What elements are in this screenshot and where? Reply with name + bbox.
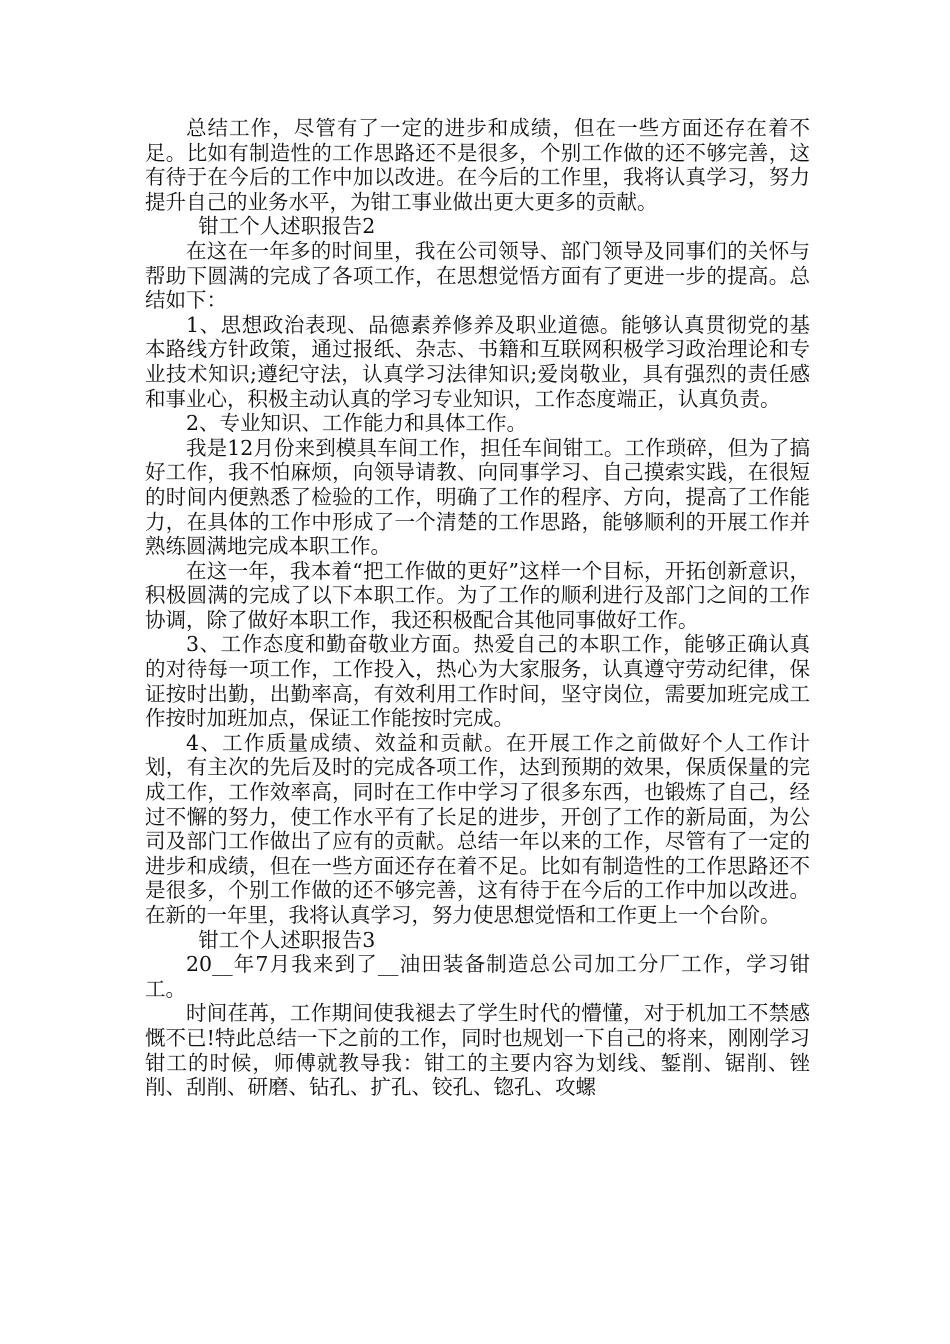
paragraph: 时间荏苒，工作期间使我褪去了学生时代的懵懂，对于机加工不禁感慨不已!特此总结一下之前的工作，同时也规划一下自己的将来，刚刚学习钳工的时候，师傅就教导我：钳工的主要内容为划线、錾削、锯削、锉削、刮削、研磨、钻孔、扩孔、铰孔、锪孔、攻螺 <box>145 1001 810 1100</box>
paragraph: 1、思想政治表现、品德素养修养及职业道德。能够认真贯彻党的基本路线方针政策，通过报纸、杂志、书籍和互联网积极学习政治理论和专业技术知识;遵纪守法，认真学习法律知识;爱岗敬业，具有强烈的责任感和事业心，积极主动认真的学习专业知识，工作态度端正，认真负责。 <box>145 312 810 411</box>
section-heading: 钳工个人述职报告2 <box>198 214 376 239</box>
paragraph: 在这在一年多的时间里，我在公司领导、部门领导及同事们的关怀与帮助下圆满的完成了各项工作，在思想觉悟方面有了更进一步的提高。总结如下： <box>145 238 810 313</box>
paragraph: 我是12月份来到模具车间工作，担任车间钳工。工作琐碎，但为了搞好工作，我不怕麻烦，向领导请教、向同事学习、自己摸索实践，在很短的时间内便熟悉了检验的工作，明确了工作的程序、方向，提高了工作能力，在具体的工作中形成了一个清楚的工作思路，能够顺利的开展工作并熟练圆满地完成本职工作。 <box>145 435 810 559</box>
section-heading: 钳工个人述职报告3 <box>198 927 376 952</box>
paragraph: 在这一年，我本着“把工作做的更好”这样一个目标，开拓创新意识，积极圆满的完成了以下本职工作。为了工作的顺利进行及部门之间的工作协调，除了做好本职工作，我还积极配合其他同事做好工作。 <box>145 558 810 632</box>
paragraph: 3、工作态度和勤奋敬业方面。热爱自己的本职工作，能够正确认真的对待每一项工作，工作投入，热心为大家服务，认真遵守劳动纪律，保证按时出勤，出勤率高，有效利用工作时间，坚守岗位，需要加班完成工作按时加班加点，保证工作能按时完成。 <box>145 632 810 731</box>
paragraph: 2、专业知识、工作能力和具体工作。 <box>186 411 528 436</box>
paragraph: 20__年7月我来到了__油田装备制造总公司加工分厂工作，学习钳工。 <box>145 952 810 1001</box>
paragraph: 总结工作，尽管有了一定的进步和成绩，但在一些方面还存在着不足。比如有制造性的工作思路还不是很多，个别工作做的还不够完善，这有待于在今后的工作中加以改进。在今后的工作里，我将认真学习，努力提升自己的业务水平，为钳工事业做出更大更多的贡献。 <box>145 116 810 214</box>
document-body <box>145 116 810 1100</box>
paragraph: 4、工作质量成绩、效益和贡献。在开展工作之前做好个人工作计划，有主次的先后及时的完成各项工作，达到预期的效果，保质保量的完成工作，工作效率高，同时在工作中学习了很多东西，也锻炼了自己，经过不懈的努力，使工作水平有了长足的进步，开创了工作的新局面，为公司及部门工作做出了应有的贡献。总结一年以来的工作，尽管有了一定的进步和成绩，但在一些方面还存在着不足。比如有制造性的工作思路还不是很多，个别工作做的还不够完善，这有待于在今后的工作中加以改进。在新的一年里，我将认真学习，努力使思想觉悟和工作更上一个台阶。 <box>145 730 810 927</box>
